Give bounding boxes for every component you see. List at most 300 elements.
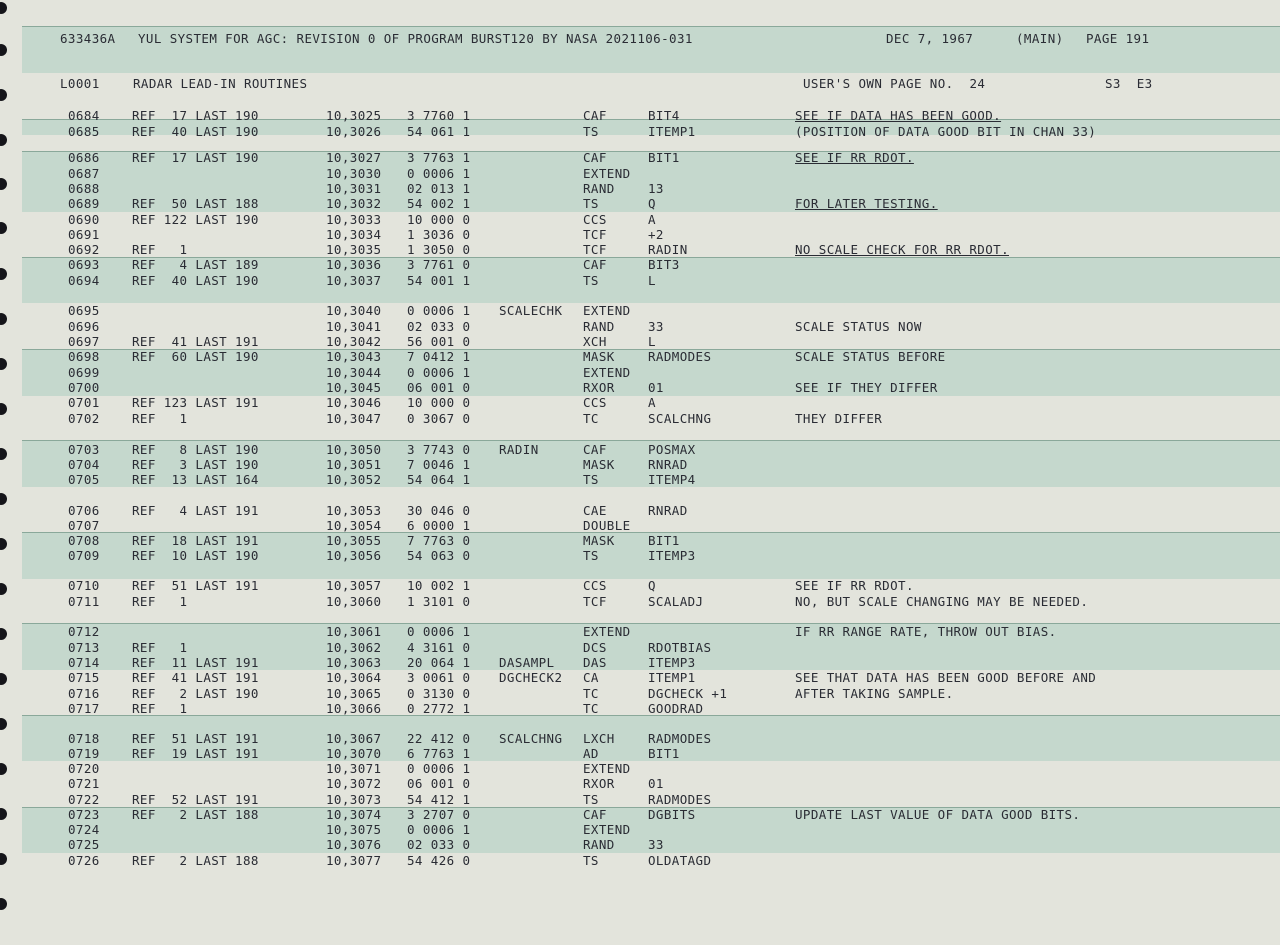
address: 10,3050	[326, 442, 382, 457]
opcode: TS	[583, 548, 599, 563]
opcode: TS	[583, 196, 599, 211]
octal-code: 54 064 1	[407, 472, 471, 487]
address: 10,3064	[326, 670, 382, 685]
opcode: RAND	[583, 319, 615, 334]
operand: RNRAD	[648, 457, 688, 472]
label: RADIN	[499, 442, 539, 457]
octal-code: 0 2772 1	[407, 701, 471, 716]
label: SCALECHK	[499, 303, 563, 318]
ref-column: REF 41 LAST 191	[132, 334, 259, 349]
line-number: 0690	[68, 212, 100, 227]
operand: RADMODES	[648, 792, 712, 807]
line-number: 0723	[68, 807, 100, 822]
address: 10,3060	[326, 594, 382, 609]
opcode: CAF	[583, 442, 607, 457]
ref-column: REF 122 LAST 190	[132, 212, 259, 227]
opcode: EXTEND	[583, 624, 631, 639]
line-number: 0701	[68, 395, 100, 410]
octal-code: 4 3161 0	[407, 640, 471, 655]
comment: SEE IF THEY DIFFER	[795, 380, 938, 395]
line-number: 0695	[68, 303, 100, 318]
address: 10,3055	[326, 533, 382, 548]
opcode: DOUBLE	[583, 518, 631, 533]
feed-hole	[0, 89, 7, 101]
operand: RADIN	[648, 242, 688, 257]
octal-code: 54 063 0	[407, 548, 471, 563]
octal-code: 3 2707 0	[407, 807, 471, 822]
operand: RADMODES	[648, 349, 712, 364]
operand: ITEMP3	[648, 655, 696, 670]
octal-code: 54 002 1	[407, 196, 471, 211]
ref-column: REF 1	[132, 594, 188, 609]
operand: L	[648, 273, 656, 288]
comment: NO SCALE CHECK FOR RR RDOT.	[795, 242, 1009, 257]
system-line: YUL SYSTEM FOR AGC: REVISION 0 OF PROGRAM BURST120 BY NASA 2021106-031	[138, 31, 693, 46]
opcode: CAF	[583, 807, 607, 822]
address: 10,3053	[326, 503, 382, 518]
operand: ITEMP3	[648, 548, 696, 563]
listing-row	[22, 196, 1280, 212]
listing-row	[22, 701, 1280, 717]
address: 10,3056	[326, 548, 382, 563]
operand: DGCHECK +1	[648, 686, 728, 701]
line-number: 0707	[68, 518, 100, 533]
comment: FOR LATER TESTING.	[795, 196, 938, 211]
octal-code: 06 001 0	[407, 776, 471, 791]
feed-hole	[0, 673, 7, 685]
listing-row	[22, 150, 1280, 166]
listing-row	[22, 411, 1280, 427]
operand: 13	[648, 181, 664, 196]
line-number: 0697	[68, 334, 100, 349]
listing-row	[22, 108, 1280, 124]
octal-code: 06 001 0	[407, 380, 471, 395]
line-number: 0712	[68, 624, 100, 639]
section-codes: S3 E3	[1105, 76, 1153, 91]
octal-code: 7 0046 1	[407, 457, 471, 472]
address: 10,3030	[326, 166, 382, 181]
comment: SEE IF DATA HAS BEEN GOOD.	[795, 108, 1002, 123]
feed-hole	[0, 538, 7, 550]
address: 10,3072	[326, 776, 382, 791]
ref-column: REF 1	[132, 411, 188, 426]
opcode: TC	[583, 686, 599, 701]
address: 10,3035	[326, 242, 382, 257]
line-number: 0722	[68, 792, 100, 807]
ref-column: REF 51 LAST 191	[132, 578, 259, 593]
feed-hole	[0, 583, 7, 595]
address: 10,3042	[326, 334, 382, 349]
address: 10,3031	[326, 181, 382, 196]
listing-row	[22, 746, 1280, 762]
ref-column: REF 41 LAST 191	[132, 670, 259, 685]
listing-row	[22, 227, 1280, 243]
opcode: CCS	[583, 395, 607, 410]
opcode: TC	[583, 701, 599, 716]
operand: 33	[648, 837, 664, 852]
address: 10,3043	[326, 349, 382, 364]
opcode: EXTEND	[583, 303, 631, 318]
opcode: CCS	[583, 578, 607, 593]
listing-row	[22, 319, 1280, 335]
line-number: 0716	[68, 686, 100, 701]
opcode: EXTEND	[583, 166, 631, 181]
listing-row	[22, 655, 1280, 671]
address: 10,3044	[326, 365, 382, 380]
ref-column: REF 19 LAST 191	[132, 746, 259, 761]
address: 10,3033	[326, 212, 382, 227]
octal-code: 0 0006 1	[407, 303, 471, 318]
ref-column: REF 2 LAST 188	[132, 853, 259, 868]
ref-column: REF 1	[132, 242, 188, 257]
feed-hole	[0, 222, 7, 234]
section-title: RADAR LEAD-IN ROUTINES	[133, 76, 308, 91]
feed-hole	[0, 763, 7, 775]
octal-code: 54 061 1	[407, 124, 471, 139]
line-number: 0710	[68, 578, 100, 593]
address: 10,3034	[326, 227, 382, 242]
opcode: TS	[583, 853, 599, 868]
listing-row	[22, 503, 1280, 519]
listing-row	[22, 124, 1280, 140]
address: 10,3062	[326, 640, 382, 655]
octal-code: 10 002 1	[407, 578, 471, 593]
listing-row	[22, 686, 1280, 702]
listing-row	[22, 533, 1280, 549]
line-number: 0691	[68, 227, 100, 242]
operand: GOODRAD	[648, 701, 704, 716]
address: 10,3052	[326, 472, 382, 487]
opcode: RAND	[583, 837, 615, 852]
line-number: 0698	[68, 349, 100, 364]
feed-hole	[0, 178, 7, 190]
line-number: 0724	[68, 822, 100, 837]
octal-code: 3 0061 0	[407, 670, 471, 685]
address: 10,3041	[326, 319, 382, 334]
operand: DGBITS	[648, 807, 696, 822]
listing-row	[22, 837, 1280, 853]
feed-hole	[0, 853, 7, 865]
listing-row	[22, 853, 1280, 869]
line-number: 0696	[68, 319, 100, 334]
octal-code: 0 0006 1	[407, 761, 471, 776]
listing-section: (MAIN)	[1016, 31, 1064, 46]
address: 10,3051	[326, 457, 382, 472]
octal-code: 02 013 1	[407, 181, 471, 196]
address: 10,3040	[326, 303, 382, 318]
ref-column: REF 51 LAST 191	[132, 731, 259, 746]
line-number: 0719	[68, 746, 100, 761]
feed-hole	[0, 448, 7, 460]
line-number: 0709	[68, 548, 100, 563]
line-number: 0703	[68, 442, 100, 457]
ref-column: REF 2 LAST 190	[132, 686, 259, 701]
listing-row	[22, 442, 1280, 458]
listing-row	[22, 578, 1280, 594]
line-number: 0686	[68, 150, 100, 165]
listing-row	[22, 457, 1280, 473]
opcode: RAND	[583, 181, 615, 196]
operand: 01	[648, 776, 664, 791]
address: 10,3057	[326, 578, 382, 593]
operand: POSMAX	[648, 442, 696, 457]
octal-code: 0 0006 1	[407, 365, 471, 380]
ref-column: REF 40 LAST 190	[132, 273, 259, 288]
opcode: LXCH	[583, 731, 615, 746]
opcode: CA	[583, 670, 599, 685]
address: 10,3046	[326, 395, 382, 410]
address: 10,3025	[326, 108, 382, 123]
label: DGCHECK2	[499, 670, 563, 685]
octal-code: 0 0006 1	[407, 166, 471, 181]
address: 10,3066	[326, 701, 382, 716]
address: 10,3061	[326, 624, 382, 639]
address: 10,3074	[326, 807, 382, 822]
operand: RADMODES	[648, 731, 712, 746]
listing-row	[22, 761, 1280, 777]
line-number: 0705	[68, 472, 100, 487]
line-number: 0687	[68, 166, 100, 181]
line-number: 0717	[68, 701, 100, 716]
operand: BIT4	[648, 108, 680, 123]
listing-row	[22, 181, 1280, 197]
opcode: EXTEND	[583, 822, 631, 837]
opcode: MASK	[583, 349, 615, 364]
octal-code: 54 001 1	[407, 273, 471, 288]
line-number: 0692	[68, 242, 100, 257]
feed-hole	[0, 718, 7, 730]
octal-code: 54 426 0	[407, 853, 471, 868]
ref-column: REF 13 LAST 164	[132, 472, 259, 487]
tractor-feed-holes	[0, 0, 20, 945]
address: 10,3054	[326, 518, 382, 533]
octal-code: 56 001 0	[407, 334, 471, 349]
ref-column: REF 1	[132, 640, 188, 655]
octal-code: 1 3050 0	[407, 242, 471, 257]
octal-code: 30 046 0	[407, 503, 471, 518]
line-number: 0715	[68, 670, 100, 685]
ref-column: REF 17 LAST 190	[132, 108, 259, 123]
ref-column: REF 4 LAST 191	[132, 503, 259, 518]
feed-hole	[0, 628, 7, 640]
opcode: AD	[583, 746, 599, 761]
opcode: TS	[583, 472, 599, 487]
operand: SCALCHNG	[648, 411, 712, 426]
ref-column: REF 17 LAST 190	[132, 150, 259, 165]
operand: 33	[648, 319, 664, 334]
listing-row	[22, 624, 1280, 640]
listing-row	[22, 822, 1280, 838]
opcode: CAF	[583, 150, 607, 165]
opcode: MASK	[583, 457, 615, 472]
opcode: CCS	[583, 212, 607, 227]
listing-row	[22, 792, 1280, 808]
octal-code: 7 0412 1	[407, 349, 471, 364]
feed-hole	[0, 403, 7, 415]
opcode: DAS	[583, 655, 607, 670]
ref-column: REF 50 LAST 188	[132, 196, 259, 211]
operand: L	[648, 334, 656, 349]
listing-row	[22, 303, 1280, 319]
operand: A	[648, 395, 656, 410]
listing-row	[22, 380, 1280, 396]
feed-hole	[0, 44, 7, 56]
line-number: 0689	[68, 196, 100, 211]
opcode: RXOR	[583, 380, 615, 395]
opcode: TS	[583, 792, 599, 807]
octal-code: 02 033 0	[407, 837, 471, 852]
opcode: DCS	[583, 640, 607, 655]
line-number: 0718	[68, 731, 100, 746]
feed-hole	[0, 898, 7, 910]
octal-code: 3 7763 1	[407, 150, 471, 165]
ref-column: REF 2 LAST 188	[132, 807, 259, 822]
operand: BIT1	[648, 746, 680, 761]
opcode: TCF	[583, 227, 607, 242]
line-number: 0725	[68, 837, 100, 852]
listing-row	[22, 395, 1280, 411]
line-number: 0726	[68, 853, 100, 868]
line-number: 0693	[68, 257, 100, 272]
page-number: PAGE 191	[1086, 31, 1150, 46]
listing-row	[22, 334, 1280, 350]
address: 10,3077	[326, 853, 382, 868]
operand: BIT1	[648, 533, 680, 548]
octal-code: 6 7763 1	[407, 746, 471, 761]
opcode: EXTEND	[583, 365, 631, 380]
address: 10,3070	[326, 746, 382, 761]
log-section: L0001	[60, 76, 100, 91]
operand: 01	[648, 380, 664, 395]
line-number: 0721	[68, 776, 100, 791]
comment: NO, BUT SCALE CHANGING MAY BE NEEDED.	[795, 594, 1089, 609]
operand: BIT1	[648, 150, 680, 165]
octal-code: 0 3130 0	[407, 686, 471, 701]
address: 10,3065	[326, 686, 382, 701]
comment: SEE IF RR RDOT.	[795, 150, 914, 165]
operand: +2	[648, 227, 664, 242]
listing-row	[22, 242, 1280, 258]
line-number: 0714	[68, 655, 100, 670]
opcode: CAF	[583, 108, 607, 123]
operand: SCALADJ	[648, 594, 704, 609]
label: DASAMPL	[499, 655, 555, 670]
octal-code: 3 7761 0	[407, 257, 471, 272]
opcode: CAF	[583, 257, 607, 272]
label: SCALCHNG	[499, 731, 563, 746]
opcode: TS	[583, 273, 599, 288]
line-number: 0704	[68, 457, 100, 472]
feed-hole	[0, 2, 7, 14]
operand: ITEMP1	[648, 124, 696, 139]
listing-row	[22, 640, 1280, 656]
octal-code: 1 3036 0	[407, 227, 471, 242]
operand: RNRAD	[648, 503, 688, 518]
operand: OLDATAGD	[648, 853, 712, 868]
listing-row	[22, 349, 1280, 365]
octal-code: 7 7763 0	[407, 533, 471, 548]
ref-column: REF 8 LAST 190	[132, 442, 259, 457]
opcode: TCF	[583, 594, 607, 609]
operand: RDOTBIAS	[648, 640, 712, 655]
line-number: 0694	[68, 273, 100, 288]
octal-code: 1 3101 0	[407, 594, 471, 609]
line-number: 0706	[68, 503, 100, 518]
ref-column: REF 10 LAST 190	[132, 548, 259, 563]
octal-code: 02 033 0	[407, 319, 471, 334]
feed-hole	[0, 313, 7, 325]
octal-code: 0 0006 1	[407, 822, 471, 837]
octal-code: 10 000 0	[407, 395, 471, 410]
listing-row	[22, 212, 1280, 228]
listing-row	[22, 807, 1280, 823]
address: 10,3075	[326, 822, 382, 837]
octal-code: 6 0000 1	[407, 518, 471, 533]
address: 10,3026	[326, 124, 382, 139]
line-number: 0702	[68, 411, 100, 426]
operand: Q	[648, 578, 656, 593]
operand: ITEMP4	[648, 472, 696, 487]
comment: IF RR RANGE RATE, THROW OUT BIAS.	[795, 624, 1057, 639]
opcode: RXOR	[583, 776, 615, 791]
line-number: 0713	[68, 640, 100, 655]
ref-column: REF 52 LAST 191	[132, 792, 259, 807]
listing-row	[22, 670, 1280, 686]
address: 10,3071	[326, 761, 382, 776]
ref-column: REF 1	[132, 701, 188, 716]
listing-row	[22, 518, 1280, 534]
operand: BIT3	[648, 257, 680, 272]
line-number: 0699	[68, 365, 100, 380]
line-number: 0708	[68, 533, 100, 548]
address: 10,3076	[326, 837, 382, 852]
listing-row	[22, 731, 1280, 747]
operand: ITEMP1	[648, 670, 696, 685]
address: 10,3047	[326, 411, 382, 426]
ref-column: REF 18 LAST 191	[132, 533, 259, 548]
opcode: TCF	[583, 242, 607, 257]
comment: SCALE STATUS BEFORE	[795, 349, 946, 364]
listing-row	[22, 273, 1280, 289]
octal-code: 3 7743 0	[407, 442, 471, 457]
opcode: TS	[583, 124, 599, 139]
address: 10,3037	[326, 273, 382, 288]
opcode: XCH	[583, 334, 607, 349]
line-number: 0684	[68, 108, 100, 123]
ref-column: REF 4 LAST 189	[132, 257, 259, 272]
listing-id: 633436A	[60, 31, 116, 46]
opcode: TC	[583, 411, 599, 426]
comment: SEE THAT DATA HAS BEEN GOOD BEFORE AND	[795, 670, 1097, 685]
comment: AFTER TAKING SAMPLE.	[795, 686, 954, 701]
listing-row	[22, 257, 1280, 273]
ref-column: REF 3 LAST 190	[132, 457, 259, 472]
octal-code: 54 412 1	[407, 792, 471, 807]
line-number: 0711	[68, 594, 100, 609]
listing-row	[22, 548, 1280, 564]
address: 10,3067	[326, 731, 382, 746]
ref-column: REF 11 LAST 191	[132, 655, 259, 670]
opcode: EXTEND	[583, 761, 631, 776]
opcode: CAE	[583, 503, 607, 518]
ref-column: REF 40 LAST 190	[132, 124, 259, 139]
octal-code: 20 064 1	[407, 655, 471, 670]
comment: SCALE STATUS NOW	[795, 319, 922, 334]
listing-date: DEC 7, 1967	[886, 31, 974, 46]
opcode: MASK	[583, 533, 615, 548]
operand: Q	[648, 196, 656, 211]
octal-code: 3 7760 1	[407, 108, 471, 123]
